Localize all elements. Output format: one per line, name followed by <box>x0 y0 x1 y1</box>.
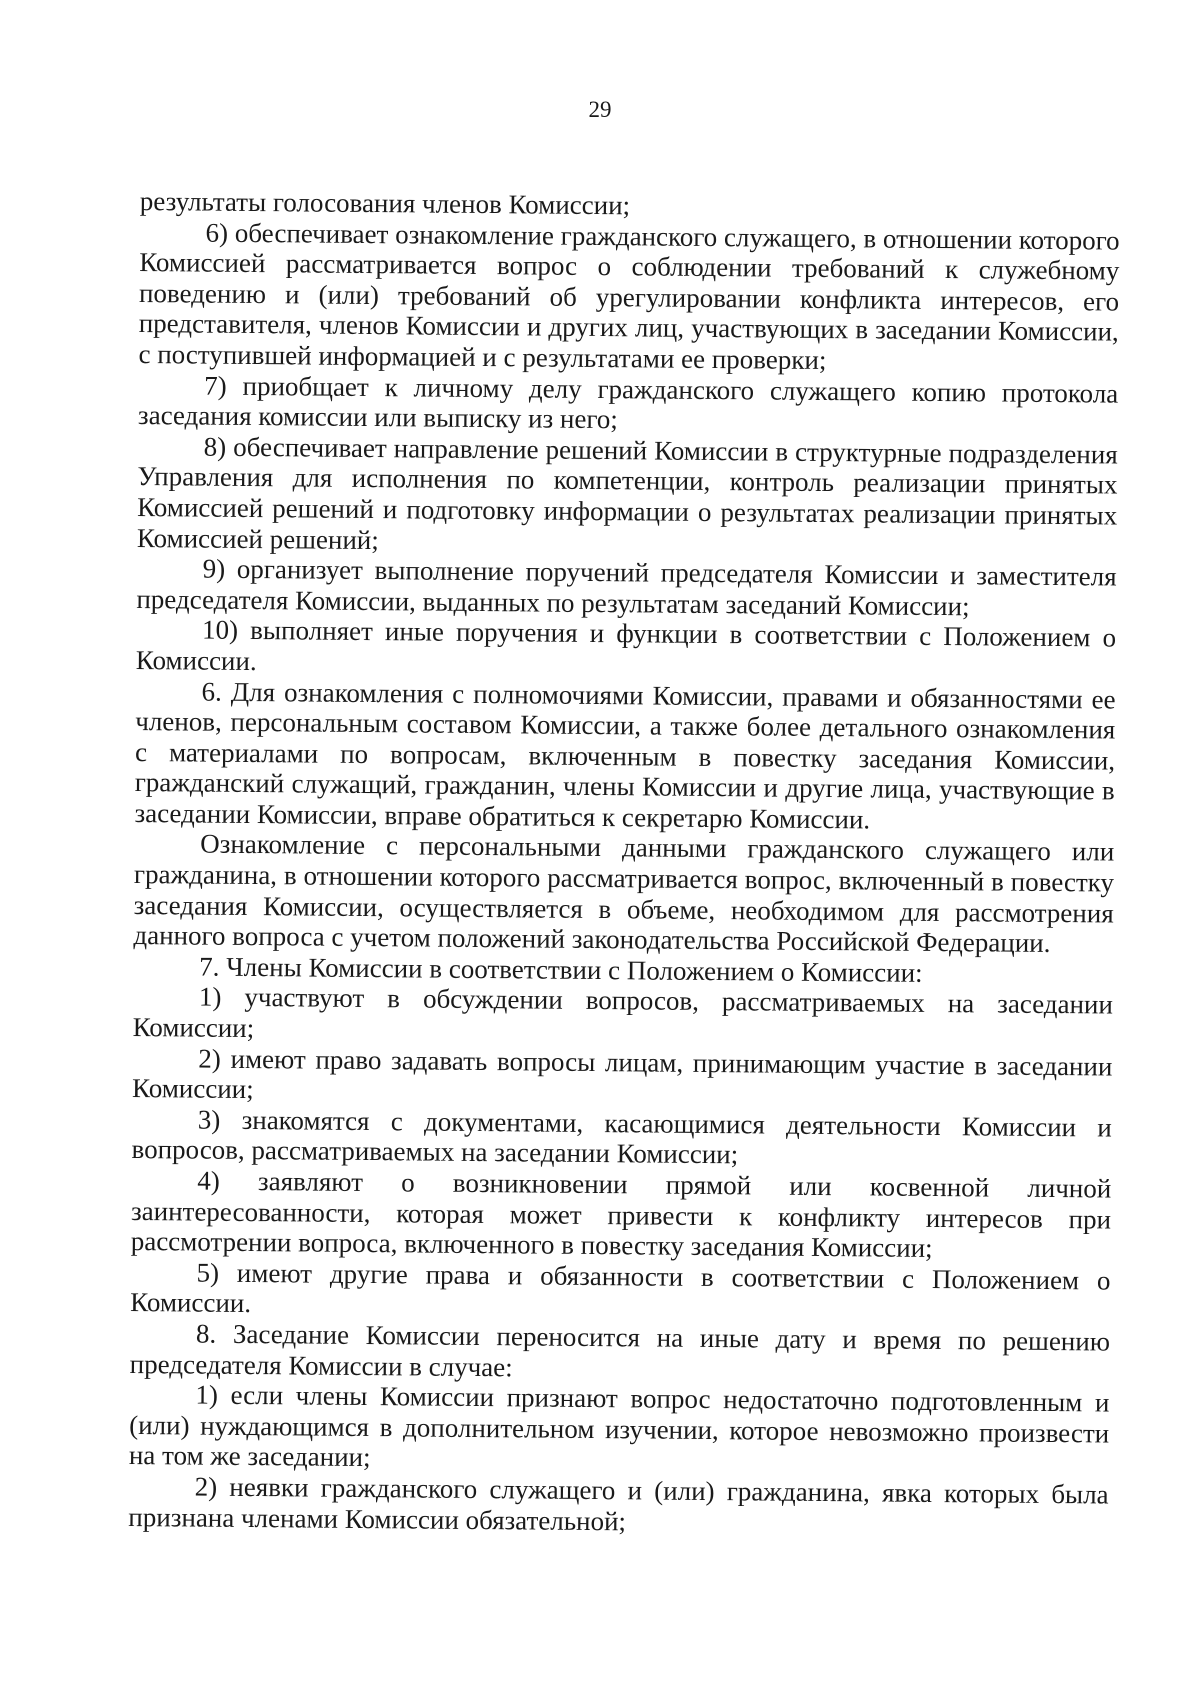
paragraph-members-item-5: 5) имеют другие права и обязанности в соответствии с Положением о Комиссии. <box>130 1257 1111 1319</box>
paragraph-personal-data: Ознакомление с персональными данными гражданского служащего или гражданина, в отношении которого рассматривается вопрос, включенный в повестку заседания Комиссии, осуществляется в объеме, необходимом для рассмотрения данного вопроса с учетом положений законодательства Российской Федерации. <box>133 829 1115 959</box>
paragraph-members-item-3: 3) знакомятся с документами, касающимися деятельности Комиссии и вопросов, рассматриваемых на заседании Комиссии; <box>131 1104 1112 1170</box>
document-body <box>128 186 1120 1541</box>
paragraph-item-6-familiarization: 6) обеспечивает ознакомление гражданского служащего, в отношении которого Комиссией рассматривается вопрос о соблюдении требований к служебному поведению и (или) требований об урегулировании конфликта интересов, его представителя, членов Комиссии и других лиц, участвующих в заседании Комиссии, с поступившей информацией и с результатами ее проверки; <box>138 217 1120 375</box>
paragraph-voting-results: результаты голосования членов Комиссии; <box>139 186 631 221</box>
paragraph-section-8: 8. Заседание Комиссии переносится на иные дату и время по решению председателя Комиссии в случае: <box>129 1318 1111 1382</box>
paragraph-members-item-4: 4) заявляют о возникновении прямой или косвенной личной заинтересованности, которая может привести к конфликту интересов при рассмотрении вопроса, включенного в повестку заседания Комиссии; <box>130 1165 1112 1264</box>
paragraph-postpone-item-2: 2) неявки гражданского служащего и (или) гражданина, явка которых была признана членами Комиссии обязательной; <box>128 1471 1109 1536</box>
paragraph-section-7: 7. Члены Комиссии в соответствии с Положением о Комиссии: <box>199 951 923 988</box>
paragraph-item-8-decisions: 8) обеспечивает направление решений Комиссии в структурные подразделения Управления для исполнения по компетенции, контроль реализации принятых Комиссией решений и подготовку информации о результатах реализации принятых Комиссией решений; <box>136 431 1118 555</box>
paragraph-item-9-instructions: 9) организует выполнение поручений председателя Комиссии и заместителя председателя Комиссии, выданных по результатам заседаний Комиссии; <box>136 553 1117 621</box>
paragraph-postpone-item-1: 1) если члены Комиссии признают вопрос недостаточно подготовленным и (или) нуждающимся в дополнительном изучении, которое невозможно произвести на том же заседании; <box>128 1379 1110 1473</box>
paragraph-section-6: 6. Для ознакомления с полномочиями Комиссии, правами и обязанностями ее членов, персональным составом Комиссии, а также более детального ознакомления с материалами по вопросам, включенным в повестку заседания Комиссии, гражданский служащий, гражданин, члены Комиссии и другие лица, участвующие в заседании Комиссии, вправе обратиться к секретарю Комиссии. <box>134 676 1116 835</box>
paragraph-item-10-other-functions: 10) выполняет иные поручения и функции в соответствии с Положением о Комиссии. <box>135 614 1117 676</box>
paragraph-item-7-personal-file: 7) приобщает к личному делу гражданского служащего копию протокола заседания комиссии или выписку из него; <box>137 370 1119 435</box>
paragraph-members-item-2: 2) имеют право задавать вопросы лицам, принимающим участие в заседании Комиссии; <box>131 1043 1113 1105</box>
paragraph-members-item-1: 1) участвуют в обсуждении вопросов, рассматриваемых на заседании Комиссии; <box>132 981 1114 1044</box>
page-number: 29 <box>588 97 612 122</box>
